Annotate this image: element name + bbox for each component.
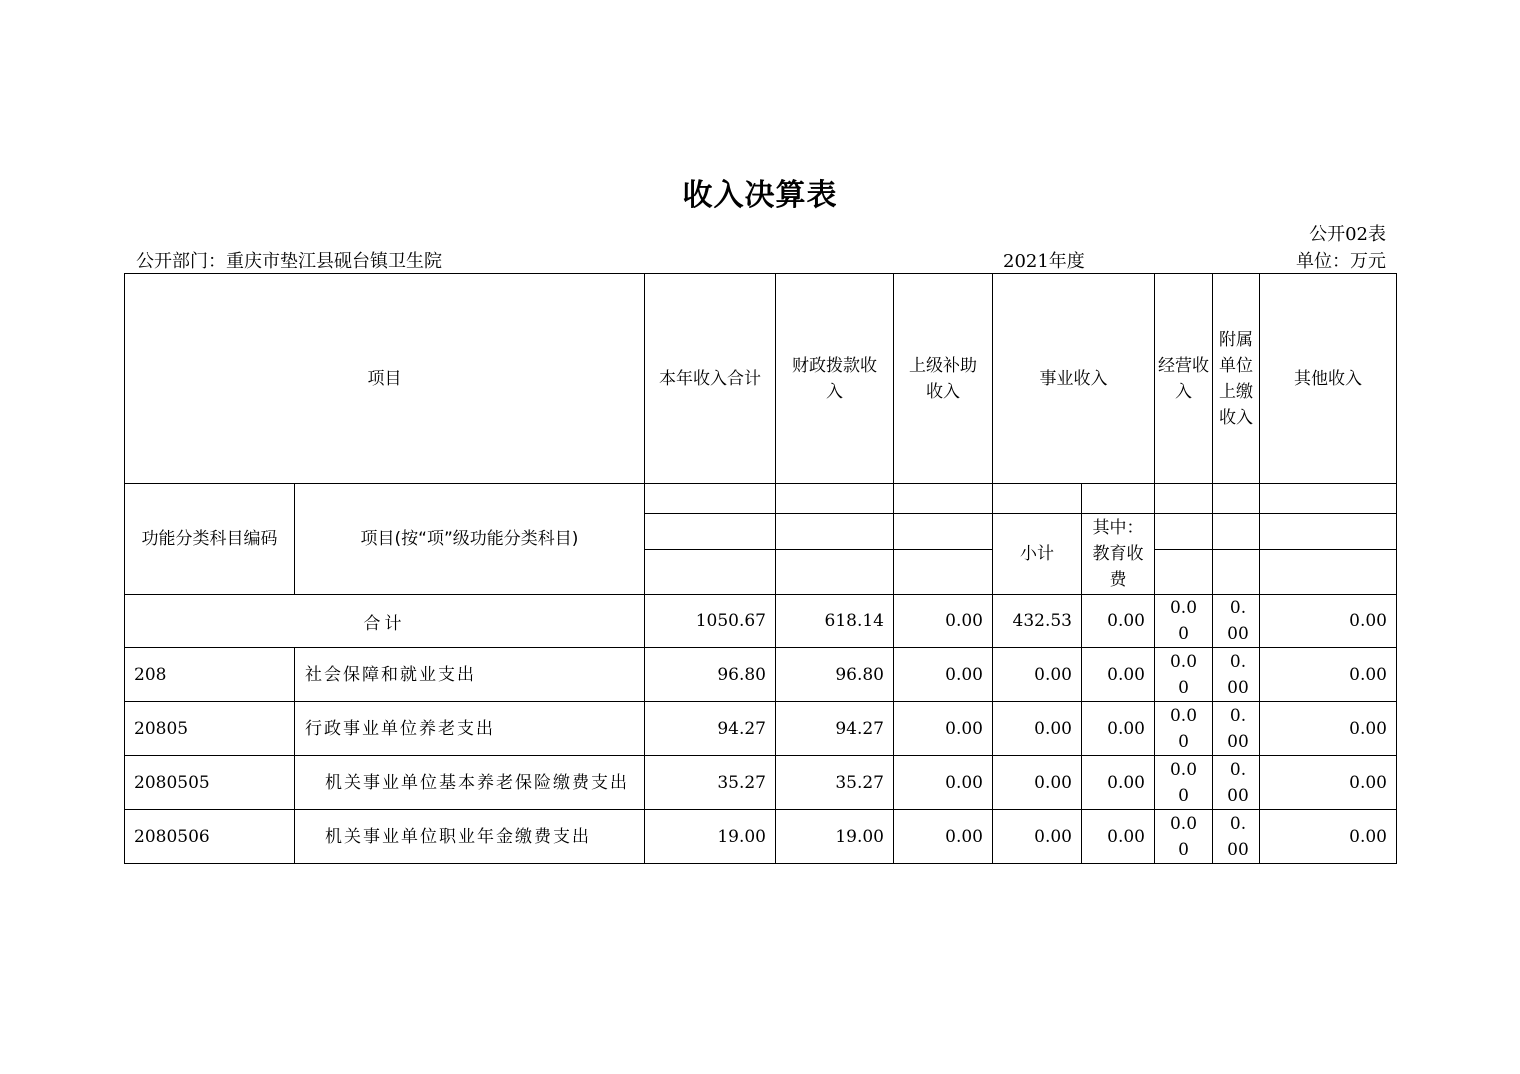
row-total: 35.27 <box>645 756 776 810</box>
row-subtotal: 0.00 <box>993 756 1082 810</box>
row-edu: 0.00 <box>1082 702 1155 756</box>
row-edu: 0.00 <box>1082 756 1155 810</box>
row-subtotal: 0.00 <box>993 702 1082 756</box>
total-superior: 0.00 <box>894 595 993 648</box>
unit-label: 单位：万元 <box>1296 251 1386 272</box>
total-affiliate: 0.00 <box>1213 595 1260 648</box>
header-fiscal: 财政拨款收入 <box>776 274 894 484</box>
row-affiliate: 0.00 <box>1213 810 1260 864</box>
blank-cell <box>1082 484 1155 514</box>
department-label: 公开部门：重庆市垫江县砚台镇卫生院 <box>136 251 442 272</box>
blank-cell <box>1213 484 1260 514</box>
header-operating: 经营收入 <box>1155 274 1213 484</box>
table-row <box>125 756 1397 810</box>
row-code: 2080506 <box>125 810 295 864</box>
row-name: 社会保障和就业支出 <box>295 648 645 702</box>
row-name: 机关事业单位基本养老保险缴费支出 <box>295 756 645 810</box>
row-subtotal: 0.00 <box>993 810 1082 864</box>
header-func-code: 功能分类科目编码 <box>125 484 295 595</box>
blank-cell <box>776 514 894 550</box>
blank-cell <box>1155 550 1213 595</box>
total-income: 1050.67 <box>645 595 776 648</box>
header-func-item: 项目(按“项”级功能分类科目) <box>295 484 645 595</box>
total-operating: 0.00 <box>1155 595 1213 648</box>
header-total-income: 本年收入合计 <box>645 274 776 484</box>
blank-cell <box>1260 550 1397 595</box>
blank-cell <box>1260 514 1397 550</box>
header-edu-fee: 其中：教育收费 <box>1082 514 1155 595</box>
row-operating: 0.00 <box>1155 648 1213 702</box>
income-table <box>124 273 1397 864</box>
blank-cell <box>645 484 776 514</box>
row-superior: 0.00 <box>894 810 993 864</box>
blank-cell <box>776 484 894 514</box>
row-edu: 0.00 <box>1082 810 1155 864</box>
row-fiscal: 35.27 <box>776 756 894 810</box>
row-operating: 0.00 <box>1155 810 1213 864</box>
row-name: 行政事业单位养老支出 <box>295 702 645 756</box>
fiscal-year: 2021年度 <box>1003 251 1085 272</box>
header-business: 事业收入 <box>993 274 1155 484</box>
row-subtotal: 0.00 <box>993 648 1082 702</box>
blank-cell <box>645 514 776 550</box>
form-number: 公开02表 <box>1309 224 1386 245</box>
total-edu: 0.00 <box>1082 595 1155 648</box>
header-affiliate: 附属单位上缴收入 <box>1213 274 1260 484</box>
total-fiscal: 618.14 <box>776 595 894 648</box>
row-affiliate: 0.00 <box>1213 648 1260 702</box>
total-subtotal: 432.53 <box>993 595 1082 648</box>
row-fiscal: 19.00 <box>776 810 894 864</box>
row-operating: 0.00 <box>1155 702 1213 756</box>
row-total: 96.80 <box>645 648 776 702</box>
header-item: 项目 <box>125 274 645 484</box>
blank-cell <box>1155 514 1213 550</box>
page-title: 收入决算表 <box>682 178 838 213</box>
table-row <box>125 702 1397 756</box>
header-subtotal: 小计 <box>993 514 1082 595</box>
blank-cell <box>1213 550 1260 595</box>
blank-cell <box>894 514 993 550</box>
row-code: 20805 <box>125 702 295 756</box>
blank-cell <box>776 550 894 595</box>
row-fiscal: 94.27 <box>776 702 894 756</box>
row-name: 机关事业单位职业年金缴费支出 <box>295 810 645 864</box>
row-other: 0.00 <box>1260 702 1397 756</box>
table-row <box>125 810 1397 864</box>
blank-cell <box>894 550 993 595</box>
blank-cell <box>993 484 1082 514</box>
total-other: 0.00 <box>1260 595 1397 648</box>
table-row <box>125 648 1397 702</box>
blank-cell <box>1260 484 1397 514</box>
blank-cell <box>894 484 993 514</box>
row-edu: 0.00 <box>1082 648 1155 702</box>
blank-cell <box>1213 514 1260 550</box>
row-other: 0.00 <box>1260 810 1397 864</box>
row-fiscal: 96.80 <box>776 648 894 702</box>
row-affiliate: 0.00 <box>1213 756 1260 810</box>
total-row <box>125 595 1397 648</box>
row-code: 208 <box>125 648 295 702</box>
row-other: 0.00 <box>1260 756 1397 810</box>
blank-cell <box>1155 484 1213 514</box>
header-other: 其他收入 <box>1260 274 1397 484</box>
row-affiliate: 0.00 <box>1213 702 1260 756</box>
row-superior: 0.00 <box>894 702 993 756</box>
row-operating: 0.00 <box>1155 756 1213 810</box>
total-label: 合计 <box>125 595 645 648</box>
blank-cell <box>645 550 776 595</box>
header-superior: 上级补助收入 <box>894 274 993 484</box>
row-other: 0.00 <box>1260 648 1397 702</box>
row-total: 19.00 <box>645 810 776 864</box>
row-code: 2080505 <box>125 756 295 810</box>
row-total: 94.27 <box>645 702 776 756</box>
row-superior: 0.00 <box>894 648 993 702</box>
row-superior: 0.00 <box>894 756 993 810</box>
